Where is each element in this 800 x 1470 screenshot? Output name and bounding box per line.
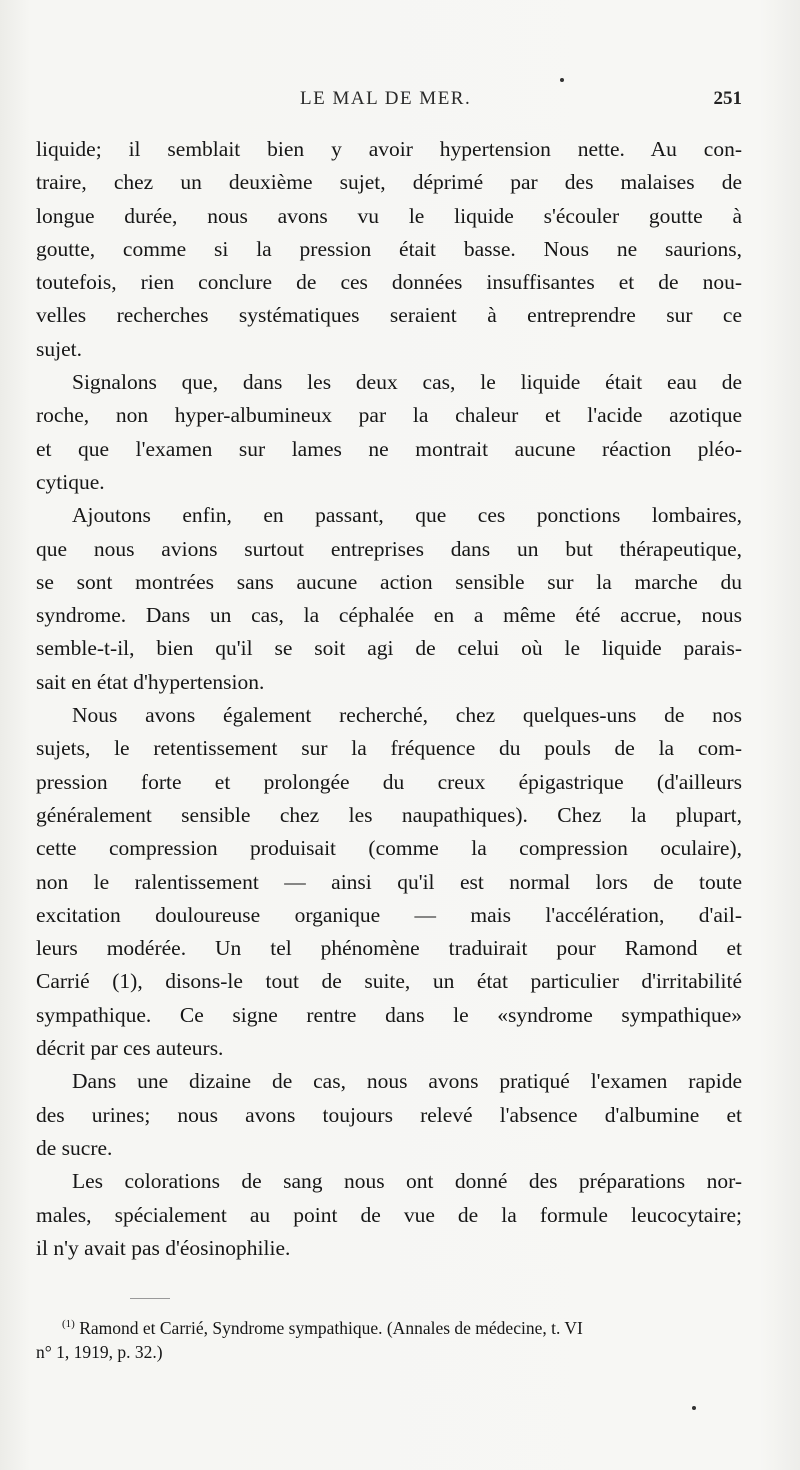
text-line: de sucre. bbox=[36, 1135, 113, 1160]
text-line: Ajoutons enfin, en passant, que ces ponctions lombaires, bbox=[72, 503, 742, 528]
text-line: sympathique. Ce signe rentre dans le «syndrome sympathique» bbox=[36, 1002, 742, 1027]
text-line: roche, non hyper-albumineux par la chaleur et l'acide azotique bbox=[36, 403, 742, 428]
text-line: cytique. bbox=[36, 469, 105, 494]
text-line: goutte, comme si la pression était basse. Nous ne saurions, bbox=[36, 236, 742, 261]
text-line: toutefois, rien conclure de ces données insuffisantes et de nou- bbox=[36, 270, 742, 295]
text-line: leurs modérée. Un tel phénomène traduirait pour Ramond et bbox=[36, 936, 742, 961]
text-line: males, spécialement au point de vue de la formule leucocytaire; bbox=[36, 1202, 742, 1227]
text-line: traire, chez un deuxième sujet, déprimé par des malaises de bbox=[36, 170, 742, 195]
text-line: Dans une dizaine de cas, nous avons pratiqué l'examen rapide bbox=[72, 1069, 742, 1094]
footnote-rule bbox=[130, 1298, 170, 1299]
footnote-text-continued: n° 1, 1919, p. 32.) bbox=[36, 1342, 163, 1362]
text-line: Les colorations de sang nous ont donné des préparations nor- bbox=[72, 1169, 742, 1194]
text-line: que nous avions surtout entreprises dans un but thérapeutique, bbox=[36, 536, 742, 561]
text-line: sujet. bbox=[36, 336, 82, 361]
text-line: et que l'examen sur lames ne montrait aucune réaction pléo- bbox=[36, 436, 742, 461]
text-line: excitation douloureuse organique — mais l'accélération, d'ail- bbox=[36, 902, 742, 927]
text-line: liquide; il semblait bien y avoir hypertension nette. Au con- bbox=[36, 137, 742, 161]
footnotes bbox=[36, 1310, 742, 1366]
text-line: non le ralentissement — ainsi qu'il est normal lors de toute bbox=[36, 869, 742, 894]
body-text bbox=[36, 133, 742, 1265]
text-line: Nous avons également recherché, chez quelques-uns de nos bbox=[72, 703, 742, 728]
text-line: il n'y avait pas d'éosinophilie. bbox=[36, 1235, 291, 1260]
footnote-line bbox=[36, 1310, 742, 1338]
text-line: se sont montrées sans aucune action sensible sur la marche du bbox=[36, 569, 742, 594]
running-title: LE MAL DE MER. bbox=[300, 88, 472, 109]
text-line: sujets, le retentissement sur la fréquence du pouls de la com- bbox=[36, 736, 742, 761]
print-speck bbox=[560, 78, 564, 82]
text-line: Carrié (1), disons-le tout de suite, un état particulier d'irritabilité bbox=[36, 969, 742, 994]
text-line: des urines; nous avons toujours relevé l'absence d'albumine et bbox=[36, 1102, 742, 1127]
text-line: longue durée, nous avons vu le liquide s'écouler goutte à bbox=[36, 203, 742, 228]
page-header bbox=[36, 88, 742, 118]
footnote-line bbox=[36, 1338, 742, 1366]
text-line: velles recherches systématiques seraient à entreprendre sur ce bbox=[36, 303, 742, 328]
text-line: généralement sensible chez les naupathiques). Chez la plupart, bbox=[36, 802, 742, 827]
text-line: semble-t-il, bien qu'il se soit agi de celui où le liquide parais- bbox=[36, 636, 742, 661]
text-line: pression forte et prolongée du creux épigastrique (d'ailleurs bbox=[36, 769, 742, 794]
footnote-marker: (1) bbox=[62, 1318, 75, 1330]
text-line: sait en état d'hypertension. bbox=[36, 669, 265, 694]
text-line: syndrome. Dans un cas, la céphalée en a même été accrue, nous bbox=[36, 603, 742, 628]
print-speck bbox=[692, 1406, 696, 1410]
page-number: 251 bbox=[713, 88, 742, 109]
text-line: cette compression produisait (comme la compression oculaire), bbox=[36, 836, 742, 861]
text-line: Signalons que, dans les deux cas, le liquide était eau de bbox=[72, 370, 742, 395]
footnote-text: Ramond et Carrié, Syndrome sympathique. (Annales de médecine, t. VI bbox=[79, 1317, 583, 1338]
text-line: décrit par ces auteurs. bbox=[36, 1036, 224, 1061]
